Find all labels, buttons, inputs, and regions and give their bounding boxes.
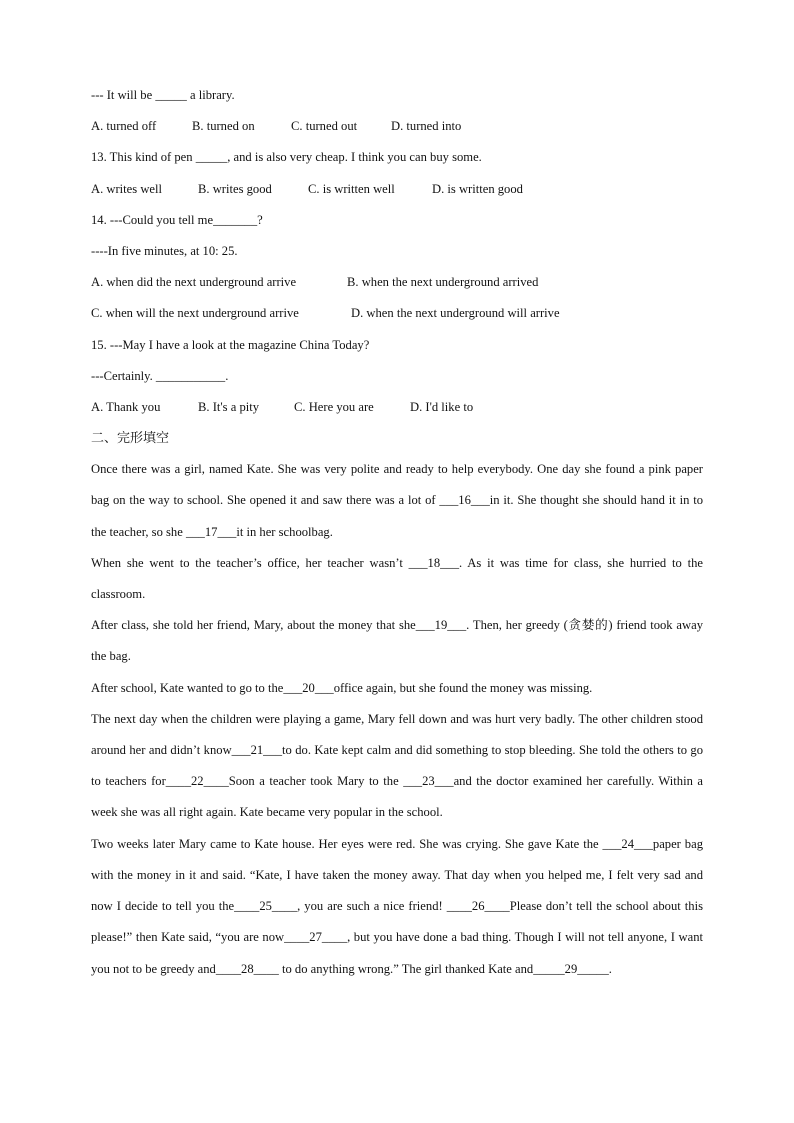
q14-option-c: C. when will the next underground arrive xyxy=(91,306,299,321)
cloze-paragraph-1: Once there was a girl, named Kate. She was very polite and ready to help everybody. One day she found a pink paper bag on the way to school. She opened it and saw there was a lot of ___16___in it. She thought she should hand it in to the teacher, so she ___17___it in her schoolbag. xyxy=(91,462,703,539)
q15-option-b: B. It's a pity xyxy=(198,399,260,414)
q13-stem: 13. This kind of pen _____, and is also very cheap. I think you can buy some. xyxy=(91,150,482,165)
q13-option-d: D. is written good xyxy=(432,181,523,196)
cloze-paragraph-6: Two weeks later Mary came to Kate house. Her eyes were red. She was crying. She gave Kate the ___24___paper bag with the money in it and said. “Kate, I have taken the money away. That day when you helped me, I felt very sad and now I decide to tell you the____25____, you are such a nice friend! ____26____Please don’t tell the school about this please!” then Kate said, “you are now____27____, but you have done a bad thing. Though I will not tell anyone, I want you not to be greedy and____28____ to do anything wrong.” The girl thanked Kate and_____29_____. xyxy=(91,836,703,976)
worksheet-page xyxy=(91,80,703,985)
q14-options-row2 xyxy=(91,298,703,329)
q12-option-b: B. turned on xyxy=(192,119,255,134)
q12-options xyxy=(91,111,703,142)
q14-answer-line: ----In five minutes, at 10: 25. xyxy=(91,243,238,258)
q14-option-d: D. when the next underground will arrive xyxy=(351,306,560,321)
cloze-paragraph-3: After class, she told her friend, Mary, about the money that she___19___. Then, her greedy (贪婪的) friend took away the bag. xyxy=(91,618,703,664)
cloze-paragraph-5: The next day when the children were playing a game, Mary fell down and was hurt very badly. The other children stood around her and didn’t know___21___to do. Kate kept calm and did something to stop bleeding. She told the others to go to teachers for____22____Soon a teacher took Mary to the ___23___and the doctor examined her carefully. Within a week she was all right again. Kate became very popular in the school. xyxy=(91,711,703,820)
section-heading-cloze: 二、完形填空 xyxy=(91,431,170,447)
cloze-paragraph-4: After school, Kate wanted to go to the___20___office again, but she found the money was missing. xyxy=(91,680,593,695)
q15-option-c: C. Here you are xyxy=(294,399,374,414)
q12-option-c: C. turned out xyxy=(291,119,358,134)
q15-answer-line: ---Certainly. ___________. xyxy=(91,368,229,383)
q15-stem: 15. ---May I have a look at the magazine China Today? xyxy=(91,337,370,352)
q12-option-d: D. turned into xyxy=(391,119,462,134)
q13-option-c: C. is written well xyxy=(308,181,395,196)
q14-options-row1 xyxy=(91,267,703,298)
q15-option-d: D. I'd like to xyxy=(410,399,474,414)
q14-stem: 14. ---Could you tell me_______? xyxy=(91,212,263,227)
q14-option-b: B. when the next underground arrived xyxy=(347,275,539,290)
q13-option-a: A. writes well xyxy=(91,181,162,196)
q15-option-a: A. Thank you xyxy=(91,399,161,414)
cloze-paragraph-2: When she went to the teacher’s office, her teacher wasn’t ___18___. As it was time for class, she hurried to the classroom. xyxy=(91,555,703,602)
q13-options xyxy=(91,174,703,205)
q15-options xyxy=(91,392,703,423)
q12-option-a: A. turned off xyxy=(91,119,157,134)
q12-dialogue-line: --- It will be _____ a library. xyxy=(91,88,235,102)
q13-option-b: B. writes good xyxy=(198,181,272,196)
q14-option-a: A. when did the next underground arrive xyxy=(91,275,297,290)
